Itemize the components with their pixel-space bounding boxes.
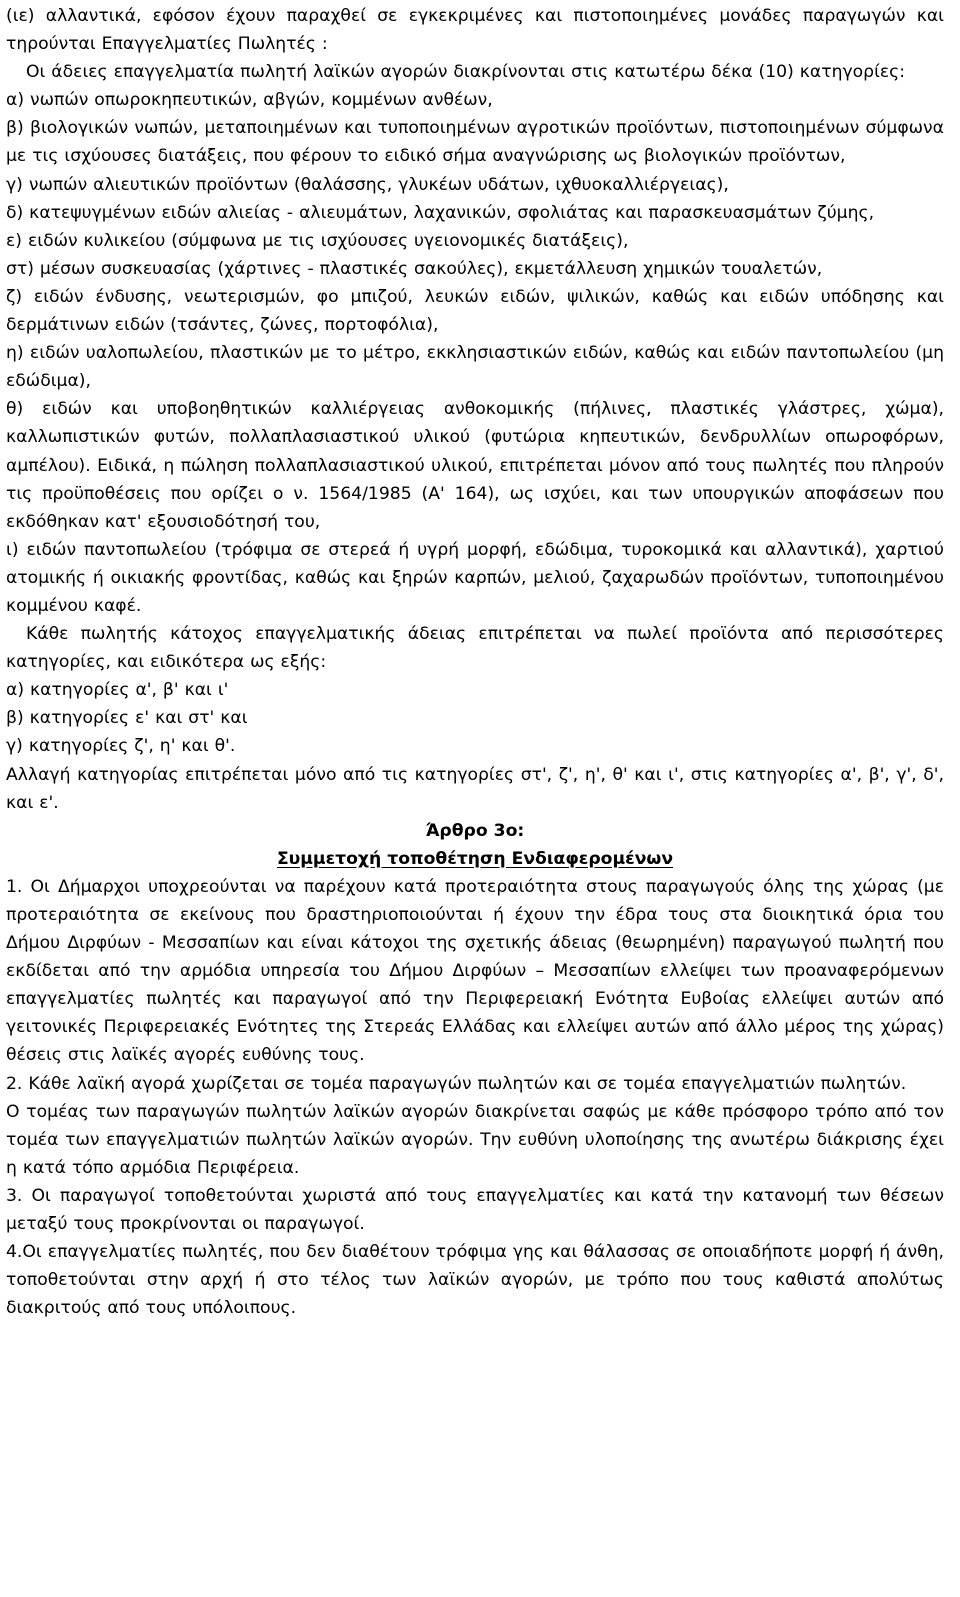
list-item-combo-c: γ) κατηγορίες ζ', η' και θ'. xyxy=(6,736,236,757)
list-item-category-c: γ) νωπών αλιευτικών προϊόντων (θαλάσσης, γλυκέων υδάτων, ιχθυοκαλλιέργειας), xyxy=(6,174,729,195)
paragraph-category-change: Αλλαγή κατηγορίας επιτρέπεται μόνο από τις κατηγορίες στ', ζ', η', θ' και ι', στις κατηγορίες α', β', γ', δ', και ε'. xyxy=(6,764,944,813)
list-item-category-iota: ι) ειδών παντοπωλείου (τρόφιμα σε στερεά ή υγρή μορφή, εδώδιμα, τυροκομικά και αλλαντικά), χαρτιού ατομικής ή οικιακής φροντίδας, καθώς και ξηρών καρπών, μελιού, ζαχαρωδών προϊόντων, τυποποιημένου κομμένου καφέ. xyxy=(6,539,944,616)
paragraph-point-2: 2. Κάθε λαϊκή αγορά χωρίζεται σε τομέα παραγωγών πωλητών και σε τομέα επαγγελματιών πωλητών. xyxy=(6,1073,907,1094)
paragraph-license-categories-intro: Οι άδειες επαγγελματία πωλητή λαϊκών αγορών διακρίνονται στις κατωτέρω δέκα (10) κατηγορίες: xyxy=(26,62,906,83)
paragraph-multiple-categories: Κάθε πωλητής κάτοχος επαγγελματικής άδειας επιτρέπεται να πωλεί προϊόντα από περισσότερες κατηγορίες, και ειδικότερα ως εξής: xyxy=(6,624,944,673)
list-item-category-b: β) βιολογικών νωπών, μεταποιημένων και τυποποιημένων αγροτικών προϊόντων, πιστοποιημένων σύμφωνα με τις ισχύουσες διατάξεις, που φέρουν το ειδικό σήμα αναγνώρισης ως βιολογικών προϊόντων, xyxy=(6,118,944,167)
article-subtitle: Συμμετοχή τοποθέτηση Ενδιαφερομένων xyxy=(276,848,674,869)
paragraph-point-3: 3. Οι παραγωγοί τοποθετούνται χωριστά από τους επαγγελματίες και κατά την κατανομή των θέσεων μεταξύ τους προκρίνονται οι παραγωγοί. xyxy=(6,1185,944,1235)
list-item-category-e: ε) ειδών κυλικείου (σύμφωνα με τις ισχύουσες υγειονομικές διατάξεις), xyxy=(6,230,629,251)
list-item-category-th: θ) ειδών και υποβοηθητικών καλλιέργειας ανθοκομικής (πήλινες, πλαστικές γλάστρες, χώμα), καλλωπιστικών φυτών, πολλαπλασιαστικού υλικού (φυτώρια κηπευτικών, δενδρυλλίων οπωροφόρων, αμπέλου). Ειδικά, η πώληση πολλαπλασιαστικού υλικού, επιτρέπεται μόνον από τους πωλητές που πληρούν τις προϋποθέσεις που ορίζει ο ν. 1564/1985 (Α' 164), ως ισχύει, και των υπουργικών αποφάσεων που εκδόθηκαν κατ' εξουσιοδότησή του, xyxy=(6,399,944,532)
list-item-category-st: στ) μέσων συσκευασίας (χάρτινες - πλαστικές σακούλες), εκμετάλλευση χημικών τουαλετών, xyxy=(6,258,823,279)
paragraph-sausages-item: (ιε) αλλαντικά, εφόσον έχουν παραχθεί σε εγκεκριμένες και πιστοποιημένες μονάδες παραγωγών και τηρούνται Επαγγελματίες Πωλητές : xyxy=(6,6,944,55)
list-item-category-a: α) νωπών οπωροκηπευτικών, αβγών, κομμένων ανθέων, xyxy=(6,90,493,111)
article-title: Άρθρο 3ο: xyxy=(425,820,525,841)
paragraph-point-4: 4.Οι επαγγελματίες πωλητές, που δεν διαθέτουν τρόφιμα γης και θάλασσας σε οποιαδήποτε μορφή ή άνθη, τοποθετούνται στην αρχή ή στο τέλος των λαϊκών αγορών, με τρόπο που τους καθιστά απολύτως διακριτούς από τους υπόλοιπους. xyxy=(6,1242,944,1319)
paragraph-point-1: 1. Οι Δήμαρχοι υποχρεούνται να παρέχουν κατά προτεραιότητα στους παραγωγούς όλης της χώρας (με προτεραιότητα σε εκείνους που δραστηριοποιούνται ή έχουν την έδρα τους στα διοικητικά όρια του Δήμου Διρφύων - Μεσσαπίων και είναι κάτοχοι της σχετικής άδειας (θεωρημένη) παραγωγού πωλητή που εκδίδεται από την αρμόδια υπηρεσία του Δήμου Διρφύων – Μεσσαπίων ελλείψει των προαναφερόμενων επαγγελματίες πωλητές και παραγωγοί από την Περιφερειακή Ενότητα Ευβοίας ελλείψει αυτών από γειτονικές Περιφερειακές Ενότητες της Στερεάς Ελλάδας και ελλείψει αυτών από άλλο μέρος της χώρας) θέσεις στις λαϊκές αγορές ευθύνης τους. xyxy=(6,876,944,1066)
list-item-combo-b: β) κατηγορίες ε' και στ' και xyxy=(6,708,248,729)
list-item-category-i: η) ειδών υαλοπωλείου, πλαστικών με το μέτρο, εκκλησιαστικών ειδών, καθώς και ειδών παντοπωλείου (μη εδώδιμα), xyxy=(6,343,944,392)
list-item-category-z: ζ) ειδών ένδυσης, νεωτερισμών, φο μπιζού, λευκών ειδών, ψιλικών, καθώς και ειδών υπόδησης και δερμάτινων ειδών (τσάντες, ζώνες, πορτοφόλια), xyxy=(6,286,944,336)
list-item-category-d: δ) κατεψυγμένων ειδών αλιείας - αλιευμάτων, λαχανικών, σφολιάτας και παρασκευασμάτων ζύμης, xyxy=(6,202,875,223)
paragraph-sector-distinction: Ο τομέας των παραγωγών πωλητών λαϊκών αγορών διακρίνεται σαφώς με κάθε πρόσφορο τρόπο από τον τομέα των επαγγελματιών πωλητών λαϊκών αγορών. Την ευθύνη υλοποίησης της ανωτέρω διάκρισης έχει η κατά τόπο αρμόδια Περιφέρεια. xyxy=(6,1101,944,1178)
list-item-combo-a: α) κατηγορίες α', β' και ι' xyxy=(6,680,229,701)
